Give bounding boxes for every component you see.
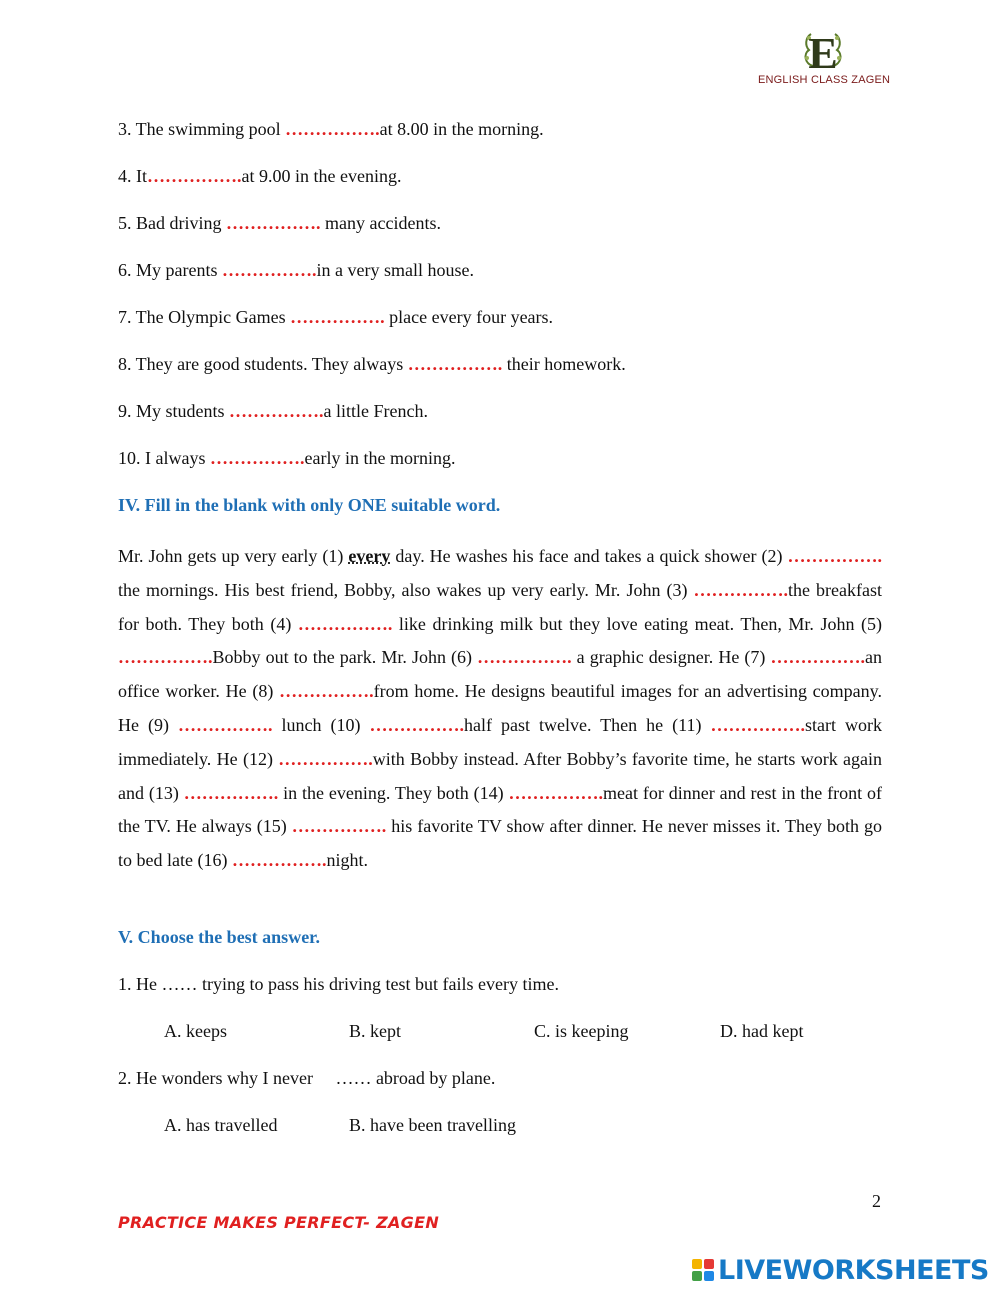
answer-blank-7[interactable]: ……………. bbox=[770, 647, 865, 668]
answer-blank-11[interactable]: ……………. bbox=[710, 714, 805, 735]
question-2: 2. He wonders why I never …… abroad by plane. bbox=[118, 1068, 496, 1088]
answer-blank-8[interactable]: ……………. bbox=[279, 681, 374, 702]
exercise-item-5: 5. Bad driving ……………. many accidents. bbox=[118, 213, 441, 233]
answer-blank[interactable]: ……………. bbox=[221, 260, 317, 280]
answer-blank-9[interactable]: ……………. bbox=[178, 714, 273, 735]
exercise-item-3: 3. The swimming pool …………….at 8.00 in the morning. bbox=[118, 119, 544, 139]
footer-slogan: PRACTICE MAKES PERFECT- ZAGEN bbox=[118, 1213, 440, 1232]
section-4-heading: IV. Fill in the blank with only ONE suitable word. bbox=[118, 495, 501, 515]
answer-blank-6[interactable]: ……………. bbox=[477, 647, 572, 668]
answer-blank-4[interactable]: ……………. bbox=[297, 613, 393, 634]
answer-blank-5[interactable]: ……………. bbox=[118, 647, 213, 668]
answer-blank-16[interactable]: ……………. bbox=[231, 850, 327, 871]
question-1: 1. He …… trying to pass his driving test but fails every time. bbox=[118, 974, 559, 994]
answer-blank-15[interactable]: ……………. bbox=[291, 816, 387, 837]
exercise-item-8: 8. They are good students. They always ……………. their homework. bbox=[118, 354, 626, 374]
q2-option-a[interactable]: A. has travelled bbox=[164, 1115, 278, 1135]
section-5-heading: V. Choose the best answer. bbox=[118, 927, 321, 947]
answer-blank-14[interactable]: ……………. bbox=[508, 782, 604, 803]
english-class-zagen-logo bbox=[758, 24, 891, 94]
exercise-item-7: 7. The Olympic Games ……………. place every four years. bbox=[118, 307, 554, 327]
exercise-item-10: 10. I always …………….early in the morning. bbox=[118, 448, 456, 468]
logo-e-emblem-icon bbox=[793, 24, 853, 76]
q1-option-d[interactable]: D. had kept bbox=[720, 1021, 804, 1041]
liveworksheets-logo-icon bbox=[692, 1259, 714, 1281]
page-number: 2 bbox=[872, 1191, 881, 1211]
answer-blank-10[interactable]: ……………. bbox=[369, 714, 465, 735]
svg-text:E: E bbox=[808, 29, 838, 76]
liveworksheets-brand bbox=[692, 1254, 989, 1286]
answer-blank[interactable]: ……………. bbox=[290, 307, 385, 327]
q1-option-c[interactable]: C. is keeping bbox=[534, 1021, 629, 1041]
answer-blank-13[interactable]: ……………. bbox=[183, 782, 279, 803]
answer-blank[interactable]: ……………. bbox=[285, 119, 380, 139]
logo-text: ENGLISH CLASS ZAGEN bbox=[758, 74, 891, 86]
answer-blank[interactable]: ……………. bbox=[229, 401, 324, 421]
q1-option-b[interactable]: B. kept bbox=[349, 1021, 401, 1041]
answer-blank[interactable]: ……………. bbox=[209, 448, 305, 468]
exercise-item-4: 4. It…………….at 9.00 in the evening. bbox=[118, 166, 402, 186]
answer-blank-3[interactable]: ……………. bbox=[693, 579, 789, 600]
q2-option-b[interactable]: B. have been travelling bbox=[349, 1115, 516, 1135]
answer-blank-12[interactable]: ……………. bbox=[278, 748, 373, 769]
example-answer: every bbox=[348, 546, 391, 566]
q1-option-a[interactable]: A. keeps bbox=[164, 1021, 227, 1041]
exercise-item-9: 9. My students …………….a little French. bbox=[118, 401, 428, 421]
answer-blank[interactable]: ……………. bbox=[226, 213, 321, 233]
exercise-item-6: 6. My parents …………….in a very small house. bbox=[118, 260, 474, 280]
section-4-passage: Mr. John gets up very early (1) every day. He washes his face and takes a quick shower (2) ……………. the mornings. His best friend, Bobby, also wakes up very early. Mr. John (3) …………….the breakfast for both. They both (4) ……………. like drinking milk but they love eating meat. Then, Mr. John (5) …………….Bobby out to the park. Mr. John (6) ……………. a graphic designer. He (7) …………….an office worker. He (8) …………….from home. He designs beautiful images for an advertising company. He (9) ……………. lunch (10) …………….half past twelve. Then he (11) …………….start work immediately. He (12) …………….with Bobby instead. After Bobby’s favorite time, he starts work again and (13) ……………. in the evening. They both (14) …………….meat for dinner and rest in the front of the TV. He always (15) ……………. his favorite TV show after dinner. He never misses it. They both go to bed late (16) …………….night. bbox=[118, 546, 883, 871]
answer-blank-2[interactable]: ……………. bbox=[787, 546, 882, 566]
answer-blank[interactable]: ……………. bbox=[407, 354, 503, 374]
liveworksheets-wordmark: LIVEWORKSHEETS bbox=[718, 1254, 989, 1286]
answer-blank[interactable]: ……………. bbox=[147, 166, 242, 186]
